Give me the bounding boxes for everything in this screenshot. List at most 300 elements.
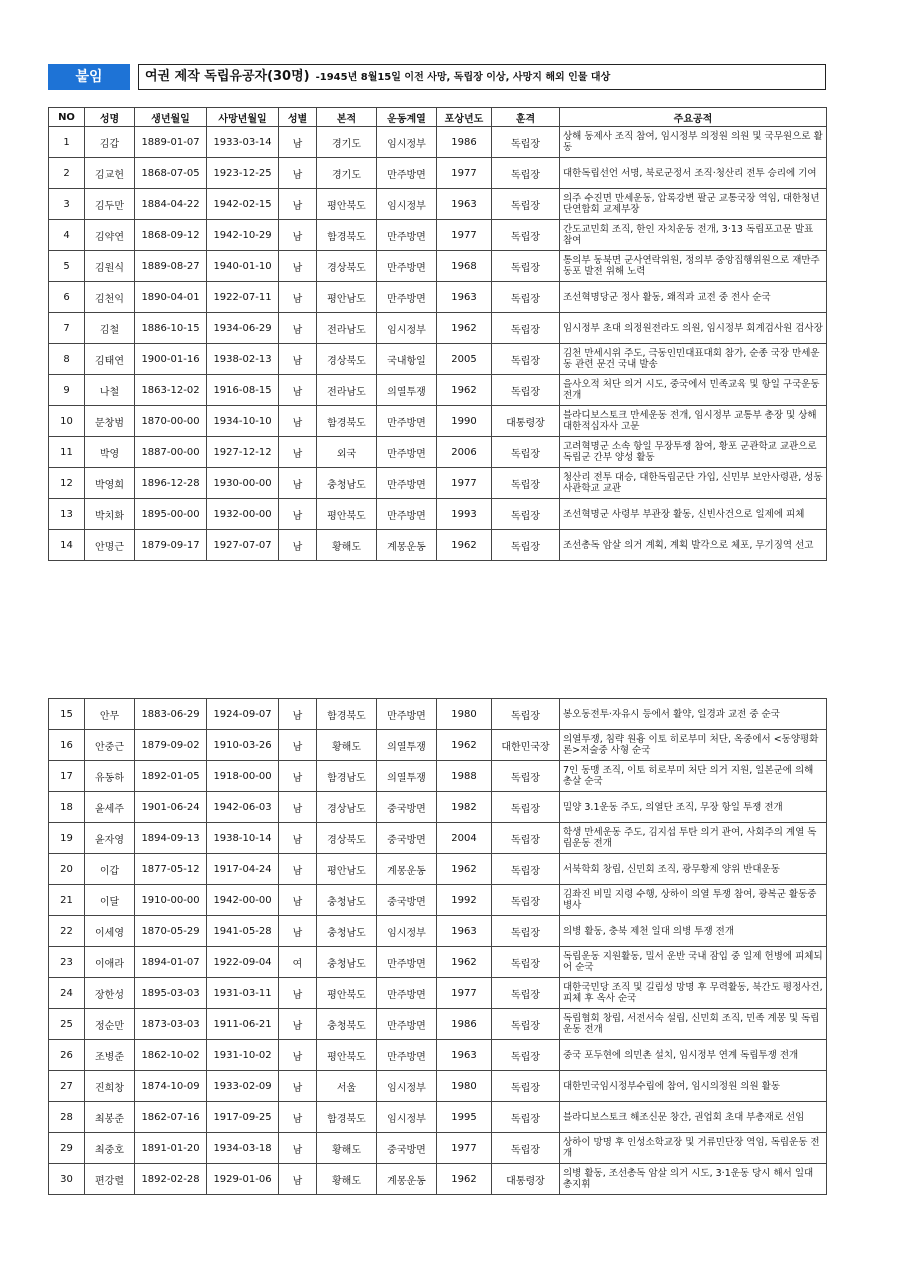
- cell-achievement: 임시정부 초대 의정원전라도 의원, 임시정부 회계검사원 검사장: [560, 313, 827, 344]
- sex-header: 성별: [279, 108, 317, 127]
- cell-death: 1930-00-00: [207, 468, 279, 499]
- cell-death: 1934-06-29: [207, 313, 279, 344]
- cell-death: 1938-02-13: [207, 344, 279, 375]
- cell-death: 1917-09-25: [207, 1102, 279, 1133]
- cell-birth: 1892-01-05: [135, 761, 207, 792]
- cell-no: 17: [49, 761, 85, 792]
- cell-birth: 1894-09-13: [135, 823, 207, 854]
- cell-movement: 만주방면: [377, 499, 437, 530]
- cell-origin: 황해도: [317, 1164, 377, 1195]
- cell-name: 안명근: [85, 530, 135, 561]
- cell-achievement: 중국 포두현에 의민촌 설치, 임시정부 연계 독립투쟁 전개: [560, 1040, 827, 1071]
- cell-year: 1980: [437, 1071, 492, 1102]
- cell-origin: 충청북도: [317, 1009, 377, 1040]
- cell-name: 박영희: [85, 468, 135, 499]
- title-box: [138, 64, 826, 90]
- cell-no: 23: [49, 947, 85, 978]
- cell-sex: 남: [279, 437, 317, 468]
- cell-birth: 1886-10-15: [135, 313, 207, 344]
- cell-sex: 남: [279, 1009, 317, 1040]
- cell-achievement: 통의부 동북면 군사연락위원, 정의부 중앙집행위원으로 재만주 동포 발전 위해 노력: [560, 251, 827, 282]
- cell-sex: 남: [279, 761, 317, 792]
- cell-no: 26: [49, 1040, 85, 1071]
- cell-death: 1934-10-10: [207, 406, 279, 437]
- cell-sex: 남: [279, 344, 317, 375]
- recipients-table-part1: [48, 107, 827, 561]
- cell-no: 16: [49, 730, 85, 761]
- cell-name: 장한성: [85, 978, 135, 1009]
- cell-name: 최봉준: [85, 1102, 135, 1133]
- table-row: [49, 1102, 827, 1133]
- cell-name: 조병준: [85, 1040, 135, 1071]
- table-row: [49, 1040, 827, 1071]
- cell-name: 윤세주: [85, 792, 135, 823]
- cell-movement: 임시정부: [377, 313, 437, 344]
- cell-sex: 남: [279, 468, 317, 499]
- cell-name: 편강렬: [85, 1164, 135, 1195]
- cell-death: 1927-12-12: [207, 437, 279, 468]
- cell-name: 김철: [85, 313, 135, 344]
- cell-name: 김천익: [85, 282, 135, 313]
- cell-origin: 전라남도: [317, 375, 377, 406]
- cell-sex: 남: [279, 978, 317, 1009]
- cell-year: 1982: [437, 792, 492, 823]
- cell-death: 1910-03-26: [207, 730, 279, 761]
- cell-name: 이갑: [85, 854, 135, 885]
- cell-origin: 황해도: [317, 730, 377, 761]
- cell-movement: 만주방면: [377, 251, 437, 282]
- cell-honor: 독립장: [492, 854, 560, 885]
- cell-achievement: 의병 활동, 조선총독 암살 의거 시도, 3·1운동 당시 해서 일대 총지휘: [560, 1164, 827, 1195]
- cell-no: 11: [49, 437, 85, 468]
- cell-no: 18: [49, 792, 85, 823]
- cell-origin: 황해도: [317, 1133, 377, 1164]
- cell-death: 1927-07-07: [207, 530, 279, 561]
- movement-header: 운동계열: [377, 108, 437, 127]
- table-row: [49, 792, 827, 823]
- birth-header: 생년월일: [135, 108, 207, 127]
- cell-honor: 독립장: [492, 189, 560, 220]
- cell-movement: 만주방면: [377, 158, 437, 189]
- cell-no: 2: [49, 158, 85, 189]
- cell-honor: 독립장: [492, 313, 560, 344]
- cell-honor: 독립장: [492, 158, 560, 189]
- cell-no: 24: [49, 978, 85, 1009]
- cell-birth: 1862-10-02: [135, 1040, 207, 1071]
- table-header-row: [49, 108, 827, 127]
- cell-honor: 독립장: [492, 1009, 560, 1040]
- cell-origin: 경상북도: [317, 823, 377, 854]
- cell-achievement: 의병 활동, 충북 제천 일대 의병 투쟁 전개: [560, 916, 827, 947]
- cell-year: 1977: [437, 158, 492, 189]
- cell-movement: 중국방면: [377, 885, 437, 916]
- cell-no: 7: [49, 313, 85, 344]
- cell-sex: 남: [279, 127, 317, 158]
- cell-movement: 의열투쟁: [377, 375, 437, 406]
- cell-movement: 중국방면: [377, 823, 437, 854]
- cell-honor: 독립장: [492, 699, 560, 730]
- cell-no: 28: [49, 1102, 85, 1133]
- cell-movement: 계몽운동: [377, 854, 437, 885]
- cell-movement: 계몽운동: [377, 1164, 437, 1195]
- table-row: [49, 282, 827, 313]
- cell-achievement: 봉오동전투·자유시 등에서 활약, 일경과 교전 중 순국: [560, 699, 827, 730]
- cell-birth: 1870-00-00: [135, 406, 207, 437]
- cell-sex: 남: [279, 792, 317, 823]
- cell-death: 1911-06-21: [207, 1009, 279, 1040]
- cell-birth: 1868-09-12: [135, 220, 207, 251]
- cell-year: 1963: [437, 189, 492, 220]
- table-row: [49, 823, 827, 854]
- cell-year: 1980: [437, 699, 492, 730]
- cell-sex: 남: [279, 1102, 317, 1133]
- cell-origin: 평안북도: [317, 499, 377, 530]
- cell-no: 30: [49, 1164, 85, 1195]
- cell-no: 8: [49, 344, 85, 375]
- cell-death: 1931-10-02: [207, 1040, 279, 1071]
- cell-name: 김두만: [85, 189, 135, 220]
- cell-year: 2006: [437, 437, 492, 468]
- cell-death: 1923-12-25: [207, 158, 279, 189]
- cell-achievement: 블라디보스토크 만세운동 전개, 임시정부 교통부 총장 및 상해 대한적십자사 고문: [560, 406, 827, 437]
- cell-origin: 외국: [317, 437, 377, 468]
- cell-death: 1942-02-15: [207, 189, 279, 220]
- cell-year: 1963: [437, 282, 492, 313]
- table-row: [49, 947, 827, 978]
- cell-sex: 남: [279, 916, 317, 947]
- cell-birth: 1879-09-17: [135, 530, 207, 561]
- cell-year: 1962: [437, 947, 492, 978]
- cell-no: 25: [49, 1009, 85, 1040]
- cell-honor: 독립장: [492, 978, 560, 1009]
- table-row: [49, 1009, 827, 1040]
- table-row: [49, 530, 827, 561]
- cell-year: 1986: [437, 127, 492, 158]
- cell-birth: 1887-00-00: [135, 437, 207, 468]
- year-header: 포상년도: [437, 108, 492, 127]
- cell-origin: 함경북도: [317, 406, 377, 437]
- cell-birth: 1874-10-09: [135, 1071, 207, 1102]
- cell-movement: 만주방면: [377, 1009, 437, 1040]
- origin-header: 본적: [317, 108, 377, 127]
- cell-movement: 만주방면: [377, 699, 437, 730]
- cell-movement: 만주방면: [377, 282, 437, 313]
- cell-movement: 만주방면: [377, 947, 437, 978]
- cell-achievement: 고려혁명군 소속 항일 무장투쟁 참여, 황포 군관학교 교관으로 독립군 간부 양성 활동: [560, 437, 827, 468]
- cell-movement: 임시정부: [377, 1071, 437, 1102]
- cell-name: 안무: [85, 699, 135, 730]
- cell-year: 1963: [437, 916, 492, 947]
- cell-birth: 1863-12-02: [135, 375, 207, 406]
- cell-death: 1940-01-10: [207, 251, 279, 282]
- cell-honor: 독립장: [492, 1040, 560, 1071]
- cell-birth: 1892-02-28: [135, 1164, 207, 1195]
- cell-year: 1992: [437, 885, 492, 916]
- cell-sex: 남: [279, 406, 317, 437]
- cell-achievement: 조선혁명군 사령부 부관장 활동, 신빈사건으로 일제에 피체: [560, 499, 827, 530]
- cell-achievement: 상하이 망명 후 인성소학교장 및 거류민단장 역임, 독립운동 전개: [560, 1133, 827, 1164]
- cell-sex: 남: [279, 854, 317, 885]
- cell-honor: 독립장: [492, 530, 560, 561]
- cell-no: 14: [49, 530, 85, 561]
- cell-no: 22: [49, 916, 85, 947]
- cell-no: 1: [49, 127, 85, 158]
- cell-name: 윤자영: [85, 823, 135, 854]
- cell-origin: 충청남도: [317, 947, 377, 978]
- table-row: [49, 189, 827, 220]
- table-row: [49, 978, 827, 1009]
- cell-death: 1942-06-03: [207, 792, 279, 823]
- cell-sex: 남: [279, 730, 317, 761]
- cell-origin: 충청남도: [317, 885, 377, 916]
- cell-sex: 남: [279, 885, 317, 916]
- cell-movement: 의열투쟁: [377, 730, 437, 761]
- cell-achievement: 대한독립선언 서명, 북로군정서 조직·청산리 전투 승리에 기여: [560, 158, 827, 189]
- cell-origin: 경상북도: [317, 251, 377, 282]
- cell-name: 문창범: [85, 406, 135, 437]
- cell-year: 1962: [437, 530, 492, 561]
- cell-honor: 독립장: [492, 947, 560, 978]
- cell-year: 1977: [437, 1133, 492, 1164]
- cell-movement: 계몽운동: [377, 530, 437, 561]
- cell-year: 1962: [437, 730, 492, 761]
- table-row: [49, 375, 827, 406]
- cell-birth: 1910-00-00: [135, 885, 207, 916]
- honor-header: 훈격: [492, 108, 560, 127]
- cell-movement: 만주방면: [377, 468, 437, 499]
- cell-death: 1942-00-00: [207, 885, 279, 916]
- cell-honor: 독립장: [492, 437, 560, 468]
- cell-no: 15: [49, 699, 85, 730]
- table-row: [49, 1133, 827, 1164]
- cell-death: 1918-00-00: [207, 761, 279, 792]
- cell-name: 이애라: [85, 947, 135, 978]
- table-row: [49, 406, 827, 437]
- document-title: 여권 제작 독립유공자(30명): [145, 69, 310, 84]
- cell-year: 2005: [437, 344, 492, 375]
- cell-achievement: 의주 수진면 만세운동, 압록강변 팔군 교통국장 역임, 대한청년단연합회 교제부장: [560, 189, 827, 220]
- cell-origin: 평안북도: [317, 978, 377, 1009]
- cell-year: 1962: [437, 313, 492, 344]
- cell-death: 1938-10-14: [207, 823, 279, 854]
- cell-achievement: 상해 동제사 조직 참여, 임시정부 의정원 의원 및 국무원으로 활동: [560, 127, 827, 158]
- cell-origin: 경상북도: [317, 344, 377, 375]
- cell-birth: 1890-04-01: [135, 282, 207, 313]
- cell-death: 1917-04-24: [207, 854, 279, 885]
- cell-year: 1977: [437, 220, 492, 251]
- cell-name: 진희창: [85, 1071, 135, 1102]
- cell-achievement: 서북학회 창립, 신민회 조직, 광무황제 양위 반대운동: [560, 854, 827, 885]
- cell-origin: 충청남도: [317, 916, 377, 947]
- cell-birth: 1883-06-29: [135, 699, 207, 730]
- cell-origin: 함경북도: [317, 1102, 377, 1133]
- cell-honor: 독립장: [492, 375, 560, 406]
- cell-birth: 1877-05-12: [135, 854, 207, 885]
- cell-achievement: 대한민국임시정부수립에 참여, 임시의정원 의원 활동: [560, 1071, 827, 1102]
- cell-honor: 독립장: [492, 127, 560, 158]
- cell-honor: 독립장: [492, 792, 560, 823]
- cell-birth: 1868-07-05: [135, 158, 207, 189]
- cell-sex: 남: [279, 251, 317, 282]
- table-row: [49, 885, 827, 916]
- cell-birth: 1895-00-00: [135, 499, 207, 530]
- cell-sex: 남: [279, 823, 317, 854]
- cell-year: 1977: [437, 468, 492, 499]
- table-row: [49, 127, 827, 158]
- cell-sex: 남: [279, 313, 317, 344]
- cell-death: 1916-08-15: [207, 375, 279, 406]
- cell-achievement: 학생 만세운동 주도, 김지섭 투탄 의거 관여, 사회주의 계열 독립운동 전개: [560, 823, 827, 854]
- cell-honor: 대한민국장: [492, 730, 560, 761]
- cell-no: 4: [49, 220, 85, 251]
- table-row: [49, 344, 827, 375]
- cell-honor: 독립장: [492, 468, 560, 499]
- cell-sex: 남: [279, 220, 317, 251]
- cell-year: 1993: [437, 499, 492, 530]
- cell-origin: 경기도: [317, 127, 377, 158]
- cell-achievement: 김좌진 비밀 지령 수행, 상하이 의열 투쟁 참여, 광복군 활동중 병사: [560, 885, 827, 916]
- cell-year: 2004: [437, 823, 492, 854]
- cell-death: 1934-03-18: [207, 1133, 279, 1164]
- cell-achievement: 청산리 전투 대승, 대한독립군단 가입, 신민부 보안사령관, 성동사관학교 교관: [560, 468, 827, 499]
- cell-no: 27: [49, 1071, 85, 1102]
- cell-honor: 대통령장: [492, 406, 560, 437]
- cell-year: 1968: [437, 251, 492, 282]
- cell-death: 1933-02-09: [207, 1071, 279, 1102]
- cell-honor: 독립장: [492, 1071, 560, 1102]
- attachment-tag: 붙임: [48, 64, 130, 90]
- cell-no: 5: [49, 251, 85, 282]
- cell-honor: 독립장: [492, 251, 560, 282]
- cell-honor: 독립장: [492, 220, 560, 251]
- cell-death: 1924-09-07: [207, 699, 279, 730]
- cell-no: 10: [49, 406, 85, 437]
- cell-achievement: 간도교민회 조직, 한인 자치운동 전개, 3·13 독립포고문 발표 참여: [560, 220, 827, 251]
- cell-movement: 임시정부: [377, 1102, 437, 1133]
- table-row: [49, 313, 827, 344]
- cell-honor: 독립장: [492, 1102, 560, 1133]
- document-header: [48, 64, 826, 90]
- cell-movement: 중국방면: [377, 792, 437, 823]
- cell-sex: 남: [279, 189, 317, 220]
- name-header: 성명: [85, 108, 135, 127]
- cell-achievement: 의열투쟁, 침략 원흉 이토 히로부미 처단, 옥중에서 <동양평화론>저술중 사형 순국: [560, 730, 827, 761]
- cell-sex: 남: [279, 375, 317, 406]
- cell-no: 29: [49, 1133, 85, 1164]
- cell-honor: 독립장: [492, 823, 560, 854]
- cell-achievement: 밀양 3.1운동 주도, 의열단 조직, 무장 항일 투쟁 전개: [560, 792, 827, 823]
- cell-origin: 경상남도: [317, 792, 377, 823]
- cell-achievement: 독립협회 창립, 서전서숙 설립, 신민회 조직, 민족 계몽 및 독립운동 전개: [560, 1009, 827, 1040]
- cell-achievement: 조선총독 암살 의거 계획, 계획 발각으로 체포, 무기징역 선고: [560, 530, 827, 561]
- cell-sex: 남: [279, 282, 317, 313]
- cell-no: 19: [49, 823, 85, 854]
- cell-name: 최중호: [85, 1133, 135, 1164]
- table-row: [49, 1071, 827, 1102]
- cell-honor: 독립장: [492, 282, 560, 313]
- table-row: [49, 468, 827, 499]
- cell-death: 1929-01-06: [207, 1164, 279, 1195]
- cell-origin: 평안북도: [317, 189, 377, 220]
- table-row: [49, 499, 827, 530]
- cell-movement: 만주방면: [377, 406, 437, 437]
- cell-birth: 1895-03-03: [135, 978, 207, 1009]
- cell-sex: 여: [279, 947, 317, 978]
- cell-year: 1962: [437, 375, 492, 406]
- cell-movement: 국내항일: [377, 344, 437, 375]
- cell-name: 김태연: [85, 344, 135, 375]
- cell-sex: 남: [279, 1164, 317, 1195]
- cell-origin: 전라남도: [317, 313, 377, 344]
- cell-movement: 만주방면: [377, 220, 437, 251]
- cell-origin: 황해도: [317, 530, 377, 561]
- table-row: [49, 1164, 827, 1195]
- cell-birth: 1896-12-28: [135, 468, 207, 499]
- cell-name: 김원식: [85, 251, 135, 282]
- document-subtitle: -1945년 8월15일 이전 사망, 독립장 이상, 사망지 해외 인물 대상: [315, 72, 611, 83]
- cell-death: 1941-05-28: [207, 916, 279, 947]
- cell-movement: 만주방면: [377, 1040, 437, 1071]
- cell-origin: 평안남도: [317, 282, 377, 313]
- cell-year: 1990: [437, 406, 492, 437]
- table-row: [49, 854, 827, 885]
- table-row: [49, 158, 827, 189]
- cell-origin: 충청남도: [317, 468, 377, 499]
- table-row: [49, 699, 827, 730]
- cell-birth: 1873-03-03: [135, 1009, 207, 1040]
- cell-death: 1942-10-29: [207, 220, 279, 251]
- cell-name: 유동하: [85, 761, 135, 792]
- cell-sex: 남: [279, 1071, 317, 1102]
- cell-movement: 만주방면: [377, 978, 437, 1009]
- cell-death: 1932-00-00: [207, 499, 279, 530]
- cell-year: 1986: [437, 1009, 492, 1040]
- cell-sex: 남: [279, 499, 317, 530]
- cell-year: 1988: [437, 761, 492, 792]
- cell-honor: 독립장: [492, 885, 560, 916]
- death-header: 사망년월일: [207, 108, 279, 127]
- table-row: [49, 730, 827, 761]
- cell-death: 1922-09-04: [207, 947, 279, 978]
- cell-movement: 만주방면: [377, 437, 437, 468]
- cell-birth: 1879-09-02: [135, 730, 207, 761]
- cell-death: 1931-03-11: [207, 978, 279, 1009]
- cell-year: 1995: [437, 1102, 492, 1133]
- table-row: [49, 916, 827, 947]
- cell-sex: 남: [279, 1133, 317, 1164]
- cell-year: 1963: [437, 1040, 492, 1071]
- cell-movement: 임시정부: [377, 127, 437, 158]
- cell-origin: 함경북도: [317, 699, 377, 730]
- cell-no: 9: [49, 375, 85, 406]
- cell-achievement: 조선혁명당군 정사 활동, 왜적과 교전 중 전사 순국: [560, 282, 827, 313]
- cell-achievement: 독립운동 지원활동, 밀서 운반 국내 잠입 중 일제 헌병에 피체되어 순국: [560, 947, 827, 978]
- cell-name: 박치화: [85, 499, 135, 530]
- cell-no: 13: [49, 499, 85, 530]
- cell-honor: 독립장: [492, 344, 560, 375]
- cell-name: 김약연: [85, 220, 135, 251]
- cell-no: 21: [49, 885, 85, 916]
- cell-name: 이세영: [85, 916, 135, 947]
- cell-honor: 대통령장: [492, 1164, 560, 1195]
- cell-no: 3: [49, 189, 85, 220]
- cell-no: 12: [49, 468, 85, 499]
- cell-name: 김갑: [85, 127, 135, 158]
- recipients-table-part2: [48, 698, 827, 1195]
- cell-achievement: 을사오적 처단 의거 시도, 중국에서 민족교육 및 항일 구국운동 전개: [560, 375, 827, 406]
- cell-name: 안중근: [85, 730, 135, 761]
- cell-honor: 독립장: [492, 499, 560, 530]
